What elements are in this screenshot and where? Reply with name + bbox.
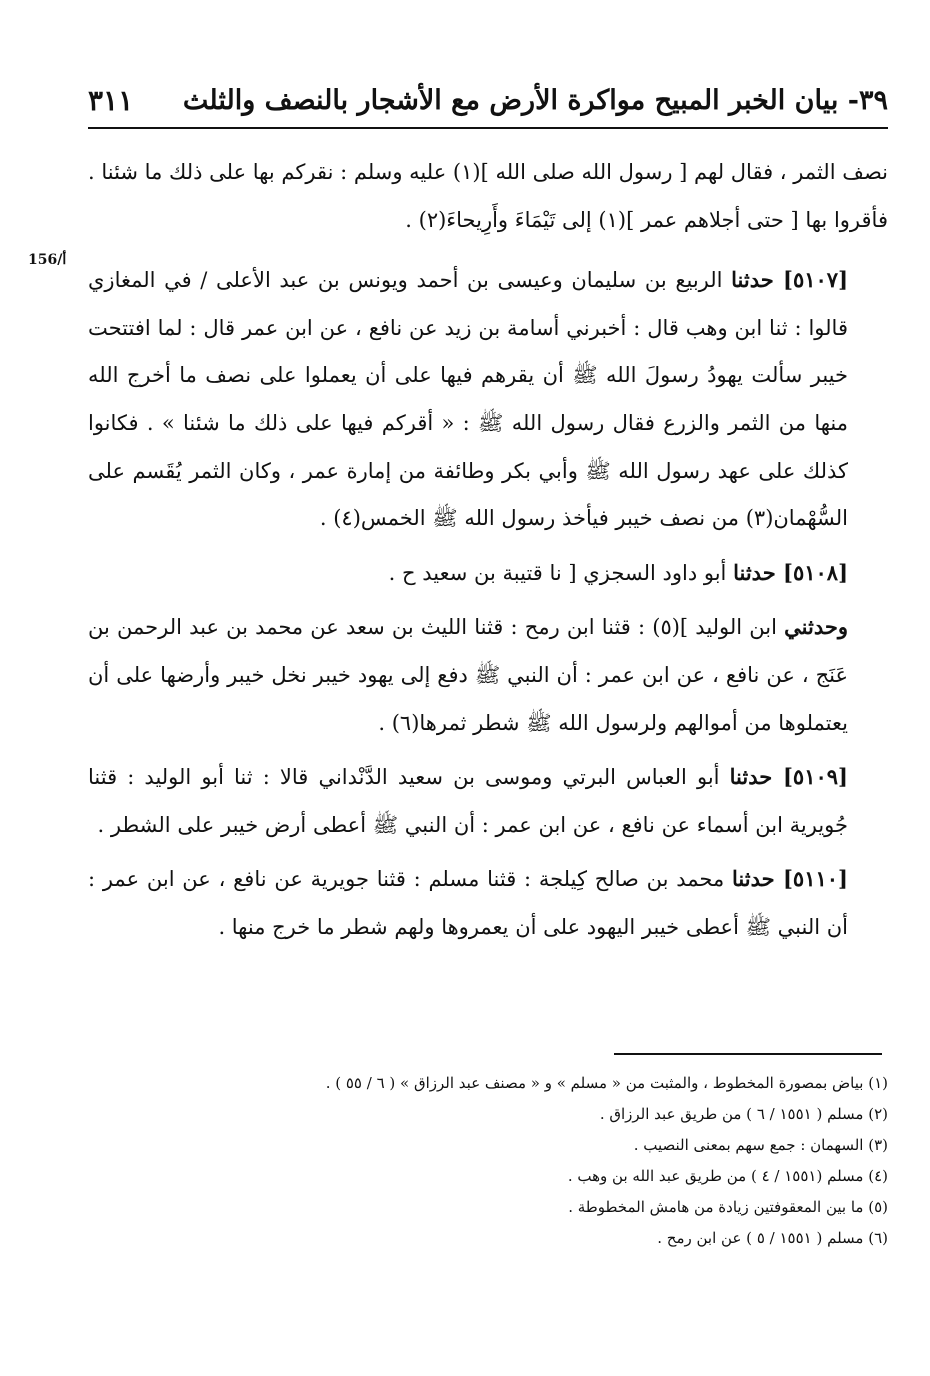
header-rule [88,127,888,129]
paragraph-text: أبو العباس البرتي وموسى بن سعيد الدَّنْداني قالا : ثنا أبو الوليد : قثنا جُويرية ابن أسماء عن نافع ، عن ابن عمر : أن النبي ﷺ أعطى أرض خيبر على الشطر . [88,765,848,837]
hadith-5107 [88,256,888,543]
hadith-5108 [88,549,888,598]
hadith-5108-second-chain [88,603,888,747]
paragraph-lead: [٥١١٠] حدثنا [732,866,848,892]
paragraph-continuation [88,148,888,244]
page-header [88,78,888,122]
paragraph-text: ابن الوليد ](٥) : قثنا ابن رمح : قثنا الليث بن سعد عن محمد بن عبد الرحمن بن عَنَج ، عن نافع ، عن ابن عمر : أن النبي ﷺ دفع إلى يهود خيبر نخل خيبر وأرضها على أن يعتملوها من أموالهم ولرسول الله ﷺ شطر ثمرها(٦) . [88,615,848,735]
paragraph-lead: وحدثني [784,614,848,640]
paragraph-lead: [٥١٠٨] حدثنا [733,559,848,585]
chapter-title: ٣٩- بيان الخبر المبيح مواكرة الأرض مع الأشجار بالنصف والثلث [182,84,888,116]
footnote: (٤) مسلم (١٥٥١ / ٤ ) من طريق عبد الله بن وهب . [567,1167,888,1185]
paragraph-text: أبو داود السجزي [ نا قتيبة بن سعيد ح . [388,560,727,585]
paragraph-lead: [٥١٠٩] حدثنا [729,764,848,790]
footnote: (٢) مسلم ( ١٥٥١ / ٦ ) من طريق عبد الرزاق . [599,1105,888,1123]
hadith-5109 [88,753,888,849]
paragraph-text: نصف الثمر ، فقال لهم [ رسول الله صلى الله ](١) عليه وسلم : نقركم بها على ذلك ما شئنا . فأقروا بها [ حتى أجلاهم عمر ](١) إلى تَيْمَاءَ وأَرِيحاءَ(٢) . [87,160,888,232]
hadith-5110 [88,855,888,951]
paragraph-lead: [٥١٠٧] حدثنا [731,267,848,293]
footnote: (٥) ما بين المعقوفتين زيادة من هامش المخطوطة . [568,1198,888,1216]
footnote-separator [614,1053,882,1055]
paragraph-text: محمد بن صالح كِيلجة : قثنا مسلم : قثنا جويرية عن نافع ، عن ابن عمر : أن النبي ﷺ أعطى خيبر اليهود على أن يعمروها ولهم شطر ما خرج منها . [88,867,848,939]
footnote: (١) بياض بمصورة المخطوط ، والمثبت من « مسلم » و « مصنف عبد الرزاق » ( ٦ / ٥٥ ) . [325,1074,888,1092]
footnotes [88,1068,888,1254]
footnote: (٣) السهمان : جمع سهم بمعنى النصيب . [633,1136,888,1154]
footnote: (٦) مسلم ( ١٥٥١ / ٥ ) عن ابن رمح . [657,1229,888,1247]
paragraph-text: الربيع بن سليمان وعيسى بن أحمد ويونس بن عبد الأعلى / في المغازي قالوا : ثنا ابن وهب قال : أخبرني أسامة بن زيد عن نافع ، عن ابن عمر قال : لما افتتحت خيبر سألت يهودُ رسولَ الله ﷺ أن يقرهم فيها على أن يعملوا على نصف ما أخرج الله منها من الثمر والزرع فقال رسول الله ﷺ : « أقركم فيها على ذلك ما شئنا » . فكانوا كذلك على عهد رسول الله ﷺ وأبي بكر وطائفة من إمارة عمر ، وكان الثمر يُقَسم على السُّهْمان(٣) من نصف خيبر فيأخذ رسول الله ﷺ الخمس(٤) . [88,268,848,531]
main-text [88,148,888,952]
page-number: ٣١١ [88,83,134,117]
manuscript-folio-marker: 156/أ [28,252,67,268]
